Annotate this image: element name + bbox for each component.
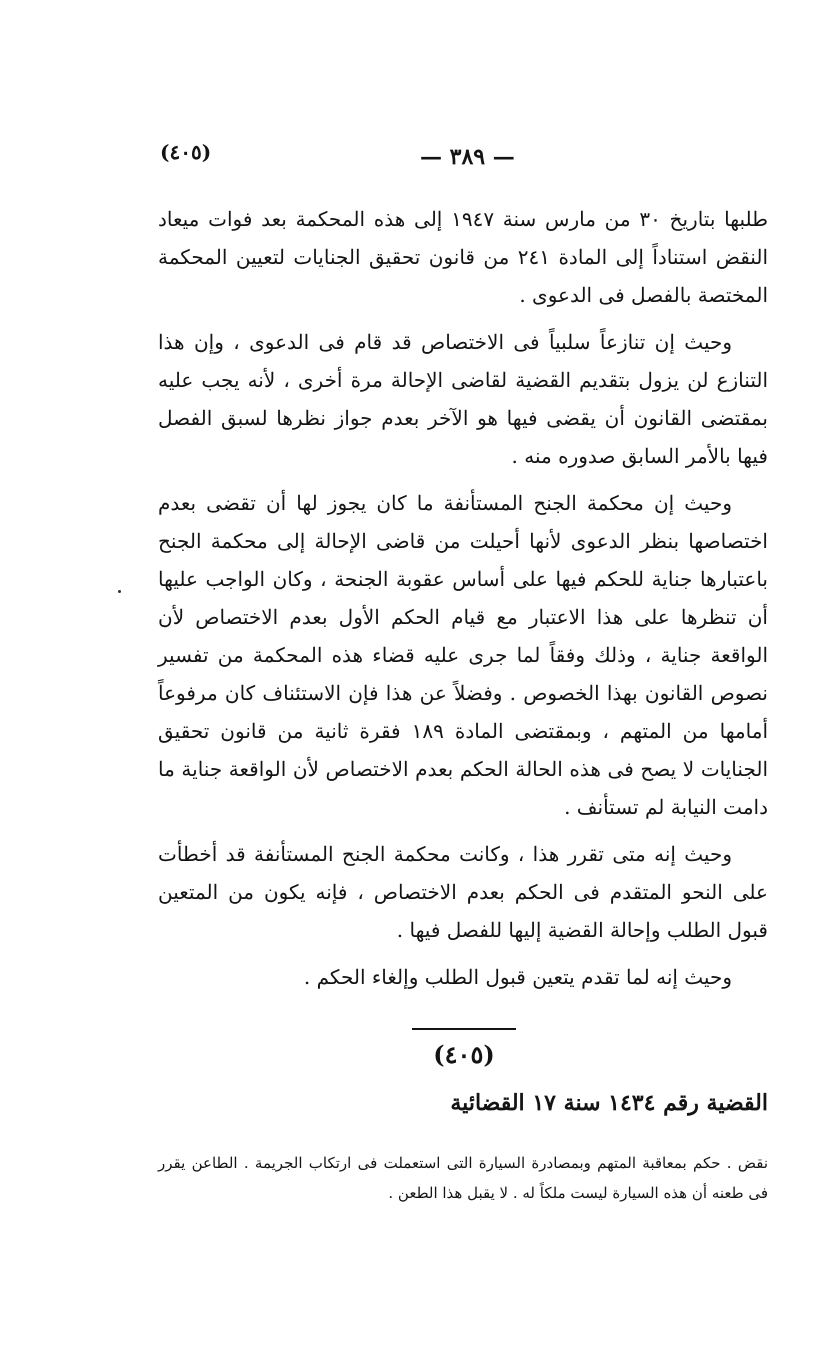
page-number: — ٣٨٩ — (420, 144, 515, 170)
page-header (150, 140, 760, 180)
section-divider (412, 1028, 516, 1030)
paragraph-request: طلبها بتاريخ ٣٠ من مارس سنة ١٩٤٧ إلى هذه المحكمة بعد فوات ميعاد النقض استناداً إلى المادة ٢٤١ من قانون تحقيق الجنايات لتعيين المحكمة المختصة بالفصل فى الدعوى . (158, 207, 769, 307)
case-title: القضية رقم ١٤٣٤ سنة ١٧ القضائية (450, 1090, 768, 1116)
paragraph-conclusion: وحيث إنه متى تقرر هذا ، وكانت محكمة الجنح المستأنفة قد أخطأت على النحو المتقدم فى الحكم بعدم الاختصاص ، فإنه يكون من المتعين قبول الطلب وإحالة القضية إليها للفصل فيها . (158, 842, 768, 942)
paragraph-appellate-court: وحيث إن محكمة الجنح المستأنفة ما كان يجوز لها أن تقضى بعدم اختصاصها بنظر الدعوى لأنها أحيلت من قاضى الإحالة إلى محكمة الجنح باعتبارها جناية للحكم فيها على أساس عقوبة الجنحة ، وكان الواجب عليها أن تنظرها على هذا الاعتبار مع قيام الحكم الأول بعدم الاختصاص لأن الواقعة جناية ، وذلك وفقاً لما جرى عليه قضاء هذه المحكمة من تفسير نصوص القانون بهذا الخصوص . وفضلاً عن هذا فإن الاستئناف كان مرفوعاً أمامها من المتهم ، وبمقتضى المادة ١٨٩ فقرة ثانية من قانون تحقيق الجنايات لا يصح فى هذه الحالة الحكم بعدم الاختصاص لأن الواقعة جناية ما دامت النيابة لم تستأنف . (158, 491, 768, 819)
paragraph-negative-conflict: وحيث إن تنازعاً سلبياً فى الاختصاص قد قام فى الدعوى ، وإن هذا التنازع لن يزول بتقديم القضية لقاضى الإحالة مرة أخرى ، لأنه يجب عليه بمقتضى القانون أن يقضى فيها هو الآخر بعدم جواز نظرها لسبق الفصل فيها بالأمر السابق صدوره منه . (158, 330, 768, 468)
case-number-heading: (٤٠٥) (433, 1040, 495, 1069)
margin-mark (118, 590, 121, 593)
judgment-body (158, 200, 768, 1005)
case-summary-text: نقض . حكم بمعاقبة المتهم وبمصادرة السيارة التى استعملت فى ارتكاب الجريمة . الطاعن يقرر فى طعنه أن هذه السيارة ليست ملكاً له . لا يقبل هذا الطعن . (158, 1154, 768, 1202)
case-summary (158, 1148, 768, 1208)
header-case-reference: (٤٠٥) (160, 140, 212, 164)
paragraph-ruling: وحيث إنه لما تقدم يتعين قبول الطلب وإلغاء الحكم . (303, 965, 732, 989)
